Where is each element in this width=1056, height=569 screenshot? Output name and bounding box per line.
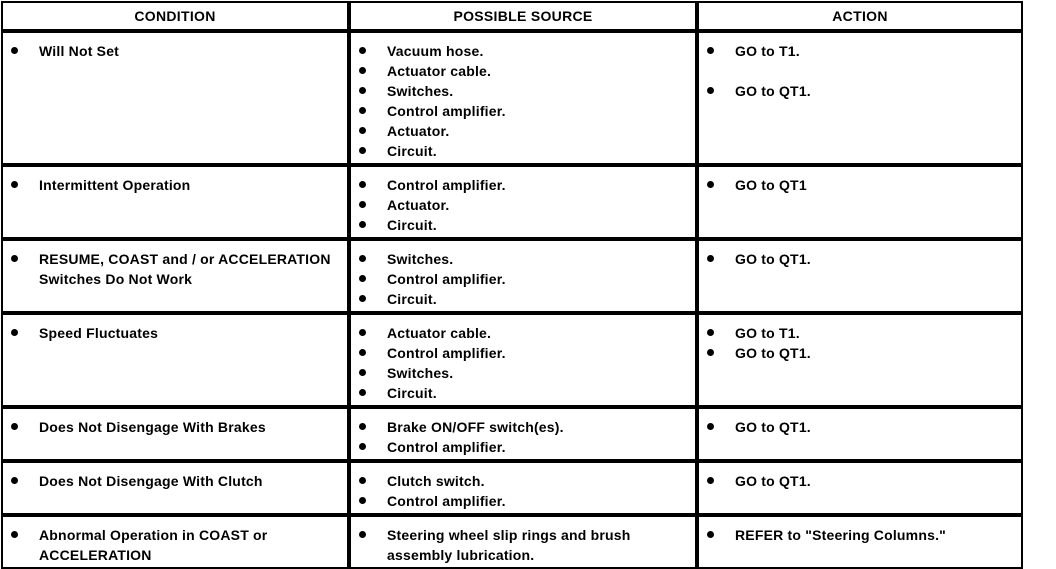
condition-header: CONDITION <box>1 1 349 31</box>
condition-text: RESUME, COAST and / or ACCELERATION Switches Do Not Work <box>11 249 341 289</box>
table-row <box>1 313 1023 407</box>
condition-text: Does Not Disengage With Brakes <box>11 417 341 437</box>
source-item: Control amplifier. <box>359 491 689 511</box>
condition-text: Does Not Disengage With Clutch <box>11 471 341 491</box>
action-item: GO to QT1. <box>707 343 1015 363</box>
source-item: Steering wheel slip rings and brush assembly lubrication. <box>359 525 689 565</box>
action-item: REFER to "Steering Columns." <box>707 525 1015 545</box>
condition-text: Intermittent Operation <box>11 175 341 195</box>
source-cell <box>349 515 697 569</box>
source-cell <box>349 31 697 165</box>
condition-text: Speed Fluctuates <box>11 323 341 343</box>
source-item: Switches. <box>359 363 689 383</box>
action-item: GO to QT1. <box>707 249 1015 269</box>
source-cell <box>349 165 697 239</box>
source-item: Actuator cable. <box>359 323 689 343</box>
table-row <box>1 239 1023 313</box>
table-row <box>1 165 1023 239</box>
source-item: Control amplifier. <box>359 343 689 363</box>
possible-source-header: POSSIBLE SOURCE <box>349 1 697 31</box>
diagnosis-table <box>1 1 1023 569</box>
source-item: Circuit. <box>359 383 689 403</box>
source-item: Actuator cable. <box>359 61 689 81</box>
action-cell <box>697 165 1023 239</box>
condition-cell <box>1 165 349 239</box>
source-item: Switches. <box>359 81 689 101</box>
condition-cell <box>1 515 349 569</box>
source-item: Brake ON/OFF switch(es). <box>359 417 689 437</box>
table-row <box>1 461 1023 515</box>
condition-cell <box>1 239 349 313</box>
action-item: GO to QT1. <box>707 417 1015 437</box>
source-cell <box>349 407 697 461</box>
source-item: Control amplifier. <box>359 269 689 289</box>
table-row <box>1 31 1023 165</box>
condition-text: Will Not Set <box>11 41 341 61</box>
table-row <box>1 407 1023 461</box>
action-item: GO to QT1 <box>707 175 1015 195</box>
condition-cell <box>1 31 349 165</box>
source-item: Circuit. <box>359 215 689 235</box>
action-item: GO to T1. <box>707 323 1015 343</box>
source-item: Control amplifier. <box>359 101 689 121</box>
header-row <box>1 1 1023 31</box>
condition-cell <box>1 407 349 461</box>
action-item: GO to QT1. <box>707 471 1015 491</box>
action-cell <box>697 407 1023 461</box>
action-item: GO to QT1. <box>707 81 1015 101</box>
source-cell <box>349 313 697 407</box>
source-item: Actuator. <box>359 121 689 141</box>
source-item: Circuit. <box>359 141 689 161</box>
source-item: Switches. <box>359 249 689 269</box>
source-cell <box>349 461 697 515</box>
condition-cell <box>1 461 349 515</box>
source-item: Clutch switch. <box>359 471 689 491</box>
source-item: Vacuum hose. <box>359 41 689 61</box>
table-row <box>1 515 1023 569</box>
action-cell <box>697 31 1023 165</box>
action-header: ACTION <box>697 1 1023 31</box>
condition-cell <box>1 313 349 407</box>
condition-text: Abnormal Operation in COAST or ACCELERATION <box>11 525 341 565</box>
action-cell <box>697 461 1023 515</box>
action-cell <box>697 313 1023 407</box>
action-item: GO to T1. <box>707 41 1015 61</box>
source-item: Control amplifier. <box>359 437 689 457</box>
source-item: Control amplifier. <box>359 175 689 195</box>
source-item: Actuator. <box>359 195 689 215</box>
source-item: Circuit. <box>359 289 689 309</box>
source-cell <box>349 239 697 313</box>
action-cell <box>697 239 1023 313</box>
action-cell <box>697 515 1023 569</box>
